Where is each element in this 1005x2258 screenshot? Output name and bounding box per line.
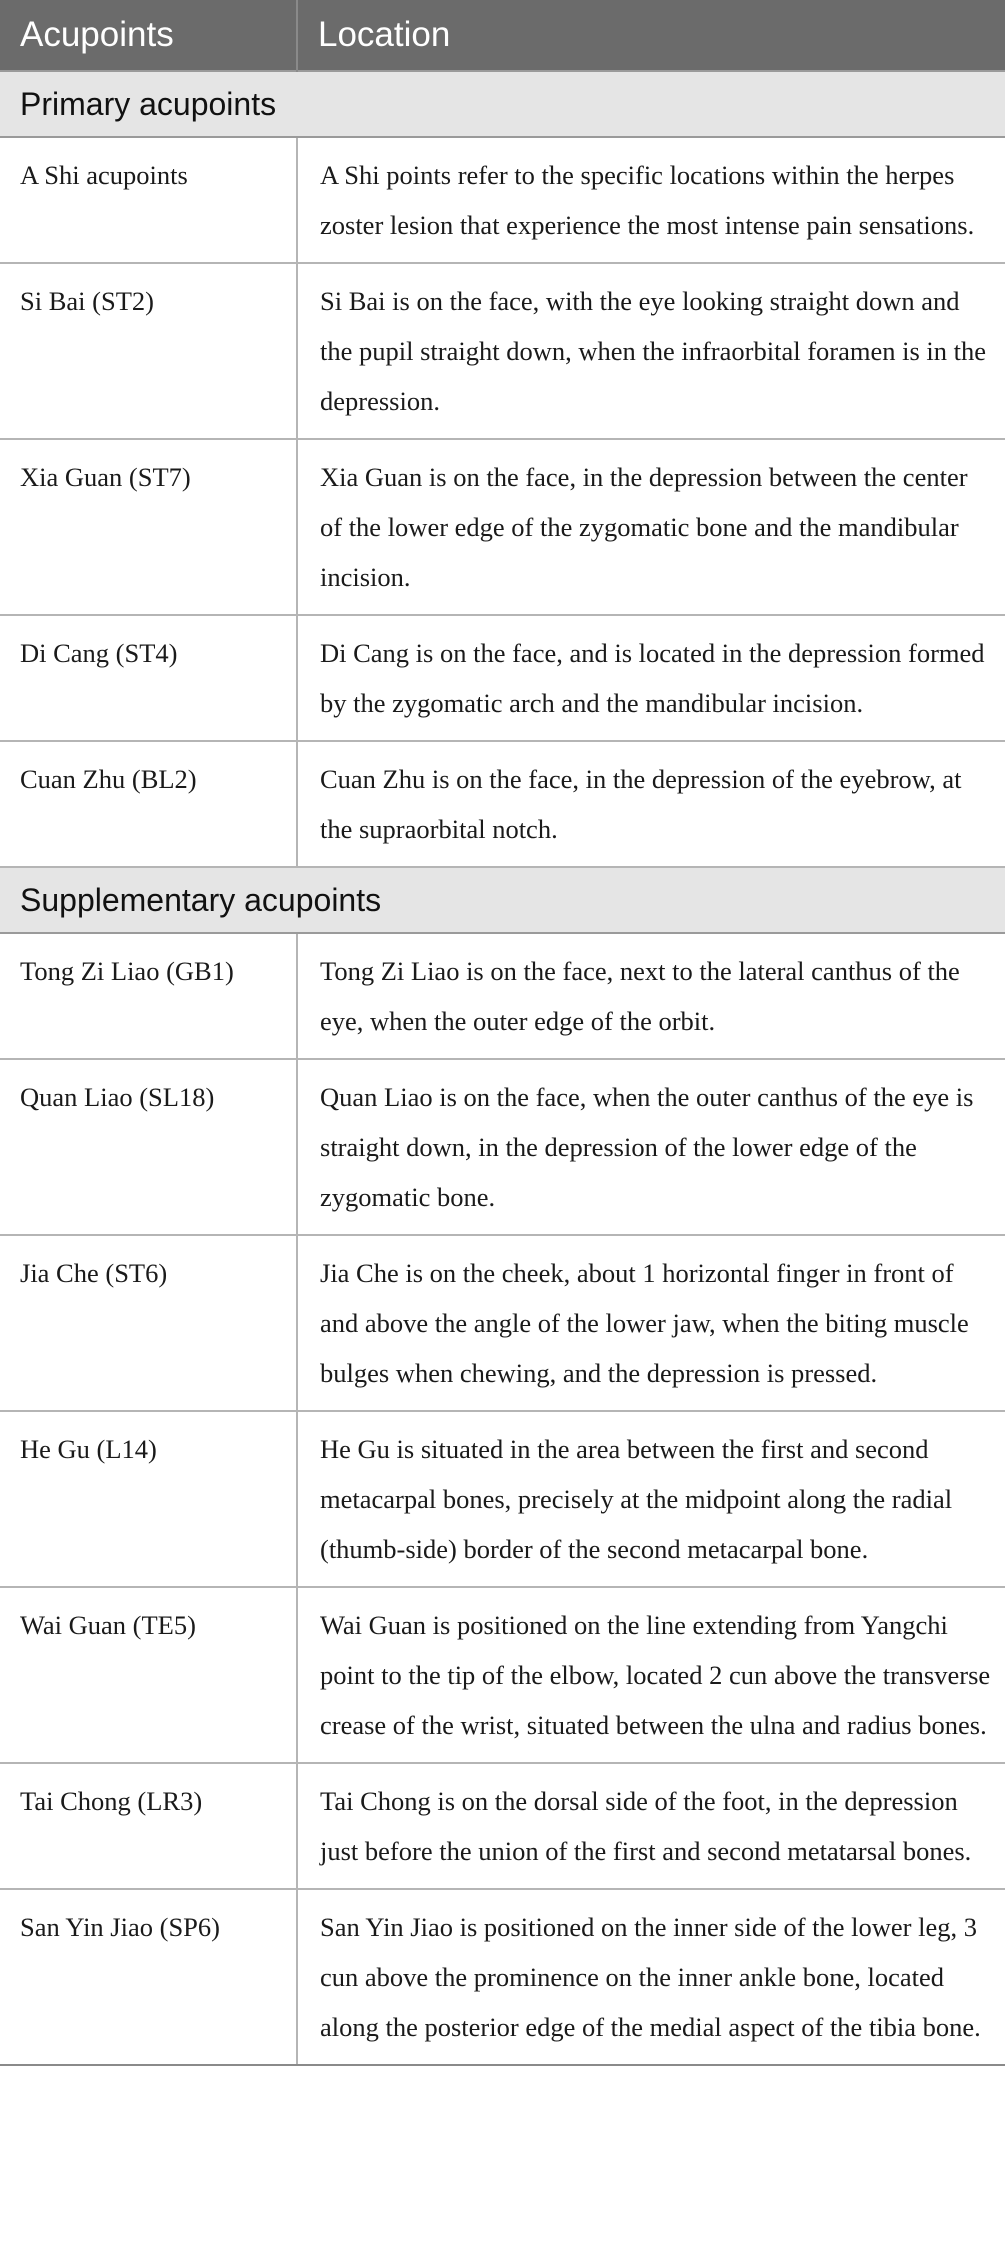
table-row bbox=[0, 137, 1005, 263]
acupoint-location: Wai Guan is positioned on the line extending from Yangchi point to the tip of the elbow, located 2 cun above the transverse crease of the wrist, situated between the ulna and radius bones. bbox=[297, 1587, 1005, 1763]
acupoint-location: Tong Zi Liao is on the face, next to the lateral canthus of the eye, when the outer edge of the orbit. bbox=[297, 933, 1005, 1059]
header-acupoints: Acupoints bbox=[0, 0, 297, 71]
table-row bbox=[0, 263, 1005, 439]
acupoint-name: Xia Guan (ST7) bbox=[0, 439, 297, 615]
section-row-supplementary bbox=[0, 867, 1005, 933]
table-row bbox=[0, 933, 1005, 1059]
section-row-primary bbox=[0, 71, 1005, 137]
acupoint-name: Quan Liao (SL18) bbox=[0, 1059, 297, 1235]
acupoint-name: Di Cang (ST4) bbox=[0, 615, 297, 741]
table-header bbox=[0, 0, 1005, 71]
acupoint-location: San Yin Jiao is positioned on the inner side of the lower leg, 3 cun above the prominence on the inner ankle bone, located along the posterior edge of the medial aspect of the tibia bone. bbox=[297, 1889, 1005, 2065]
acupoint-location: Quan Liao is on the face, when the outer canthus of the eye is straight down, in the depression of the lower edge of the zygomatic bone. bbox=[297, 1059, 1005, 1235]
table-row bbox=[0, 1411, 1005, 1587]
acupoint-name: Wai Guan (TE5) bbox=[0, 1587, 297, 1763]
section-title: Supplementary acupoints bbox=[0, 867, 1005, 933]
acupoint-name: Tai Chong (LR3) bbox=[0, 1763, 297, 1889]
acupoint-location: Si Bai is on the face, with the eye looking straight down and the pupil straight down, when the infraorbital foramen is in the depression. bbox=[297, 263, 1005, 439]
table-row bbox=[0, 615, 1005, 741]
header-location: Location bbox=[297, 0, 1005, 71]
table-row bbox=[0, 1059, 1005, 1235]
acupoint-location: Di Cang is on the face, and is located in the depression formed by the zygomatic arch and the mandibular incision. bbox=[297, 615, 1005, 741]
acupoint-name: Cuan Zhu (BL2) bbox=[0, 741, 297, 867]
acupoint-name: Tong Zi Liao (GB1) bbox=[0, 933, 297, 1059]
table-row bbox=[0, 1889, 1005, 2065]
acupoint-name: San Yin Jiao (SP6) bbox=[0, 1889, 297, 2065]
acupoint-location: A Shi points refer to the specific locations within the herpes zoster lesion that experience the most intense pain sensations. bbox=[297, 137, 1005, 263]
acupoint-name: A Shi acupoints bbox=[0, 137, 297, 263]
acupoint-location: Cuan Zhu is on the face, in the depression of the eyebrow, at the supraorbital notch. bbox=[297, 741, 1005, 867]
acupoint-name: He Gu (L14) bbox=[0, 1411, 297, 1587]
table-body bbox=[0, 71, 1005, 2065]
header-row bbox=[0, 0, 1005, 71]
acupoint-location: Jia Che is on the cheek, about 1 horizontal finger in front of and above the angle of the lower jaw, when the biting muscle bulges when chewing, and the depression is pressed. bbox=[297, 1235, 1005, 1411]
table-row bbox=[0, 1235, 1005, 1411]
acupoint-name: Jia Che (ST6) bbox=[0, 1235, 297, 1411]
section-title: Primary acupoints bbox=[0, 71, 1005, 137]
table-row bbox=[0, 439, 1005, 615]
acupoint-location: Xia Guan is on the face, in the depression between the center of the lower edge of the zygomatic bone and the mandibular incision. bbox=[297, 439, 1005, 615]
table-row bbox=[0, 1763, 1005, 1889]
acupoint-name: Si Bai (ST2) bbox=[0, 263, 297, 439]
acupoint-location: Tai Chong is on the dorsal side of the foot, in the depression just before the union of the first and second metatarsal bones. bbox=[297, 1763, 1005, 1889]
table-row bbox=[0, 741, 1005, 867]
acupoint-location: He Gu is situated in the area between the first and second metacarpal bones, precisely at the midpoint along the radial (thumb-side) border of the second metacarpal bone. bbox=[297, 1411, 1005, 1587]
table-row bbox=[0, 1587, 1005, 1763]
